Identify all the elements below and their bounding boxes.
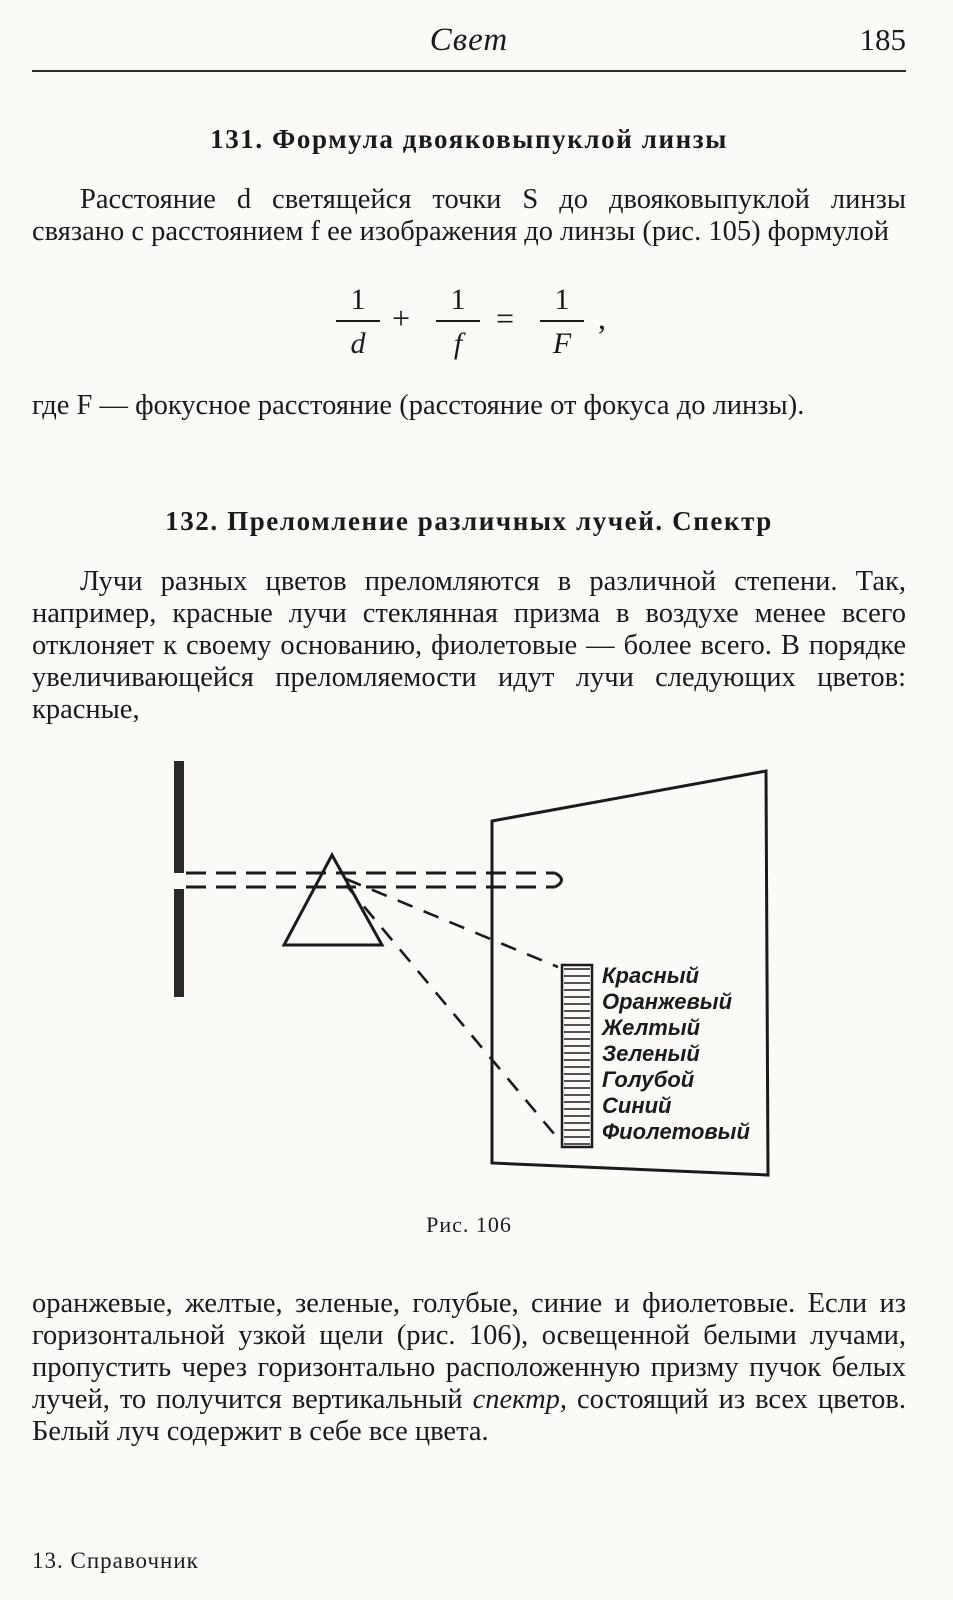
fraction-one-over-F <box>540 280 584 362</box>
spectrum-label: Фиолетовый <box>602 1119 750 1144</box>
fraction-denominator: d <box>350 327 366 360</box>
paragraph-2-text-start: оранжевые, желтые, зеленые, голубые, синие и фиолетовые. Если из горизонтальной узкой щели (рис. 106), освещенной белыми лучами, пропустить через горизонтально расположенную призму пучок белых лучей, то получится вертикальный <box>32 1288 906 1415</box>
term-spectrum: спектр, <box>472 1384 568 1415</box>
slit-upper-bar <box>174 761 184 873</box>
section-132-paragraph-2 <box>32 1288 906 1448</box>
paragraph-2-text-end: состоящий из всех цветов. Белый луч содержит в себе все цвета. <box>32 1384 906 1447</box>
spectrum-outline <box>562 965 592 1147</box>
page-header <box>32 18 906 70</box>
spectrum-label: Зеленый <box>602 1041 700 1066</box>
section-132-paragraph-1 <box>32 566 906 726</box>
spectrum-label: Оранжевый <box>602 989 733 1014</box>
spectrum-label: Желтый <box>602 1015 701 1040</box>
figure-106 <box>160 755 800 1195</box>
section-131-explanation: где F — фокусное расстояние (расстояние от фокуса до линзы). <box>32 390 805 421</box>
page-number: 185 <box>859 22 906 57</box>
page-footer: 13. Справочник <box>32 1548 199 1573</box>
formula-comma: , <box>598 300 606 336</box>
plus-sign: + <box>392 300 411 336</box>
fraction-denominator: f <box>453 327 463 360</box>
beam-end-cap <box>555 873 562 887</box>
spectrum-labels <box>601 963 750 1144</box>
spectrum-label: Голубой <box>602 1067 695 1092</box>
spectrum-label: Красный <box>602 963 699 988</box>
equals-sign: = <box>496 300 515 336</box>
section-131-intro-text: Расстояние d светящейся точки S до двояковыпуклой линзы связано с расстоянием f ее изображения до линзы (рис. 105) формулой <box>32 184 906 247</box>
fraction-numerator: 1 <box>450 283 466 316</box>
spectrum-label: Синий <box>602 1093 672 1118</box>
fraction-numerator: 1 <box>350 283 366 316</box>
section-131-intro <box>32 184 906 248</box>
spectrum-band <box>562 965 592 1147</box>
prism-triangle <box>284 855 382 945</box>
lens-formula <box>336 280 636 370</box>
header-rule <box>32 70 906 72</box>
figure-caption: Рис. 106 <box>426 1212 512 1237</box>
fraction-one-over-f <box>436 280 480 362</box>
section-131-heading: 131. Формула двояковыпуклой линзы <box>210 124 728 154</box>
fraction-one-over-d <box>336 280 380 362</box>
slit-lower-bar <box>174 889 184 997</box>
spectrum-stripes <box>564 969 590 1144</box>
fraction-denominator: F <box>552 327 572 360</box>
section-132-paragraph-1-text: Лучи разных цветов преломляются в различной степени. Так, например, красные лучи стеклянная призма в воздухе менее всего отклоняет к своему основанию, фиолетовые — более всего. В порядке увеличивающейся преломляемости идут лучи следующих цветов: красные, <box>32 566 906 725</box>
running-title: Свет <box>429 22 509 58</box>
fraction-numerator: 1 <box>554 283 570 316</box>
ray-red <box>346 879 558 967</box>
section-132-heading: 132. Преломление различных лучей. Спектр <box>165 506 773 536</box>
prism-spectrum-diagram <box>160 755 800 1195</box>
